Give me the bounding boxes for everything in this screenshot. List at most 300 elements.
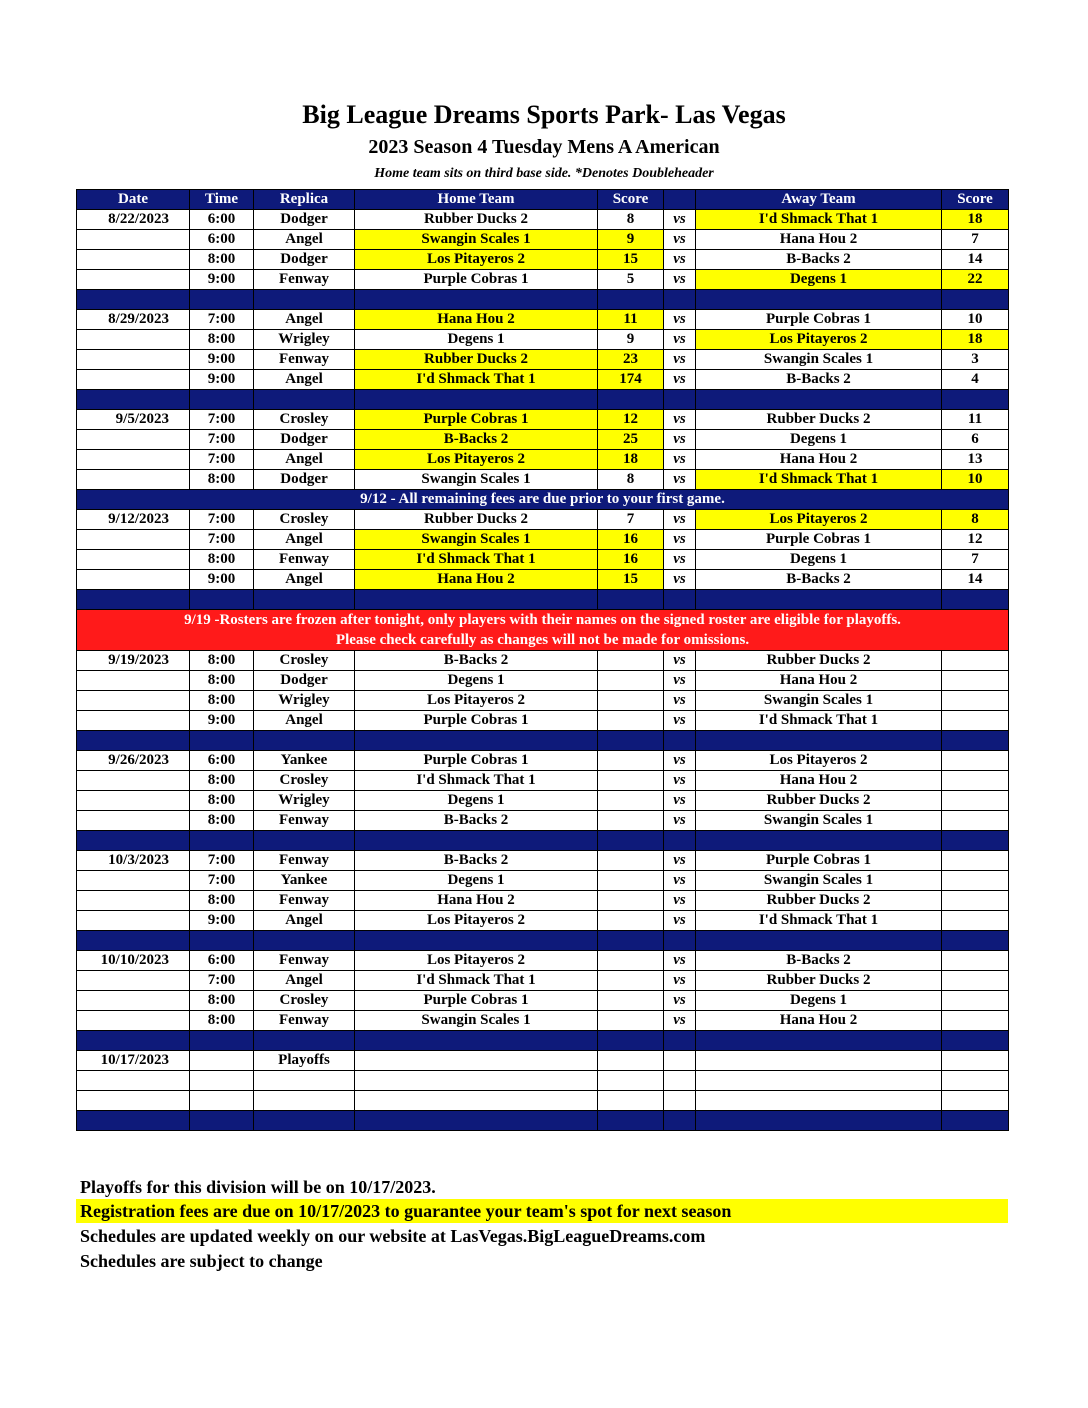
away-score: [942, 791, 1009, 811]
away-score: [942, 851, 1009, 871]
game-row: [77, 971, 1009, 991]
home-score: [598, 691, 664, 711]
game-date: [77, 330, 190, 350]
away-team: Hana Hou 2: [696, 230, 942, 250]
game-time: 8:00: [190, 691, 254, 711]
week-separator-row: [77, 731, 1009, 751]
vs-label: vs: [664, 951, 696, 971]
separator-cell: [77, 1031, 190, 1051]
table-header-row: [77, 190, 1009, 210]
game-row: [77, 751, 1009, 771]
home-team: Hana Hou 2: [355, 891, 598, 911]
col-header-replica: Replica: [254, 190, 355, 210]
game-time: 8:00: [190, 891, 254, 911]
away-team: I'd Shmack That 1: [696, 470, 942, 490]
game-replica: Dodger: [254, 470, 355, 490]
game-replica: Angel: [254, 911, 355, 931]
game-date: [77, 1011, 190, 1031]
separator-cell: [355, 1031, 598, 1051]
home-team: Swangin Scales 1: [355, 530, 598, 550]
game-replica: Angel: [254, 370, 355, 390]
game-row: [77, 911, 1009, 931]
col-header-away-team: Away Team: [696, 190, 942, 210]
game-row: [77, 851, 1009, 871]
away-team: Rubber Ducks 2: [696, 791, 942, 811]
away-team: Rubber Ducks 2: [696, 971, 942, 991]
game-row: [77, 1011, 1009, 1031]
game-time: 8:00: [190, 1011, 254, 1031]
away-score: 3: [942, 350, 1009, 370]
col-header-home-score: Score: [598, 190, 664, 210]
game-replica: Crosley: [254, 410, 355, 430]
vs-label: vs: [664, 250, 696, 270]
away-score: 8: [942, 510, 1009, 530]
away-score: 18: [942, 330, 1009, 350]
game-replica: Dodger: [254, 250, 355, 270]
away-team: Hana Hou 2: [696, 671, 942, 691]
separator-cell: [254, 1111, 355, 1131]
away-team: Los Pitayeros 2: [696, 510, 942, 530]
game-time: 9:00: [190, 911, 254, 931]
fees-notice: 9/12 - All remaining fees are due prior to your first game.: [77, 490, 1009, 510]
game-replica: Angel: [254, 530, 355, 550]
separator-cell: [190, 1031, 254, 1051]
separator-cell: [355, 590, 598, 610]
separator-cell: [355, 931, 598, 951]
game-date: [77, 771, 190, 791]
separator-cell: [942, 731, 1009, 751]
home-score: [598, 891, 664, 911]
vs-label: vs: [664, 771, 696, 791]
home-team: Degens 1: [355, 791, 598, 811]
game-time: 6:00: [190, 951, 254, 971]
game-replica: Dodger: [254, 430, 355, 450]
separator-cell: [355, 831, 598, 851]
game-date: 9/19/2023: [77, 651, 190, 671]
vs-label: vs: [664, 751, 696, 771]
away-team: I'd Shmack That 1: [696, 911, 942, 931]
game-time: 8:00: [190, 811, 254, 831]
home-team: Purple Cobras 1: [355, 711, 598, 731]
away-score: 10: [942, 470, 1009, 490]
game-replica: Fenway: [254, 270, 355, 290]
vs-label: vs: [664, 350, 696, 370]
vs-label: vs: [664, 651, 696, 671]
separator-cell: [598, 1111, 664, 1131]
game-date: [77, 671, 190, 691]
vs-label: vs: [664, 791, 696, 811]
game-date: [77, 550, 190, 570]
home-score: 18: [598, 450, 664, 470]
game-replica: Yankee: [254, 751, 355, 771]
separator-cell: [942, 1111, 1009, 1131]
away-team: Hana Hou 2: [696, 450, 942, 470]
away-score: 13: [942, 450, 1009, 470]
vs-label: [664, 1091, 696, 1111]
home-team: I'd Shmack That 1: [355, 370, 598, 390]
separator-cell: [696, 390, 942, 410]
game-row: [77, 430, 1009, 450]
away-team: Swangin Scales 1: [696, 811, 942, 831]
week-separator-row: [77, 290, 1009, 310]
game-row: [77, 510, 1009, 530]
vs-label: vs: [664, 691, 696, 711]
away-team: Degens 1: [696, 270, 942, 290]
separator-cell: [355, 290, 598, 310]
separator-cell: [942, 1031, 1009, 1051]
home-team: Hana Hou 2: [355, 310, 598, 330]
home-score: 7: [598, 510, 664, 530]
vs-label: [664, 1051, 696, 1071]
game-row: [77, 210, 1009, 230]
game-replica: Fenway: [254, 851, 355, 871]
separator-cell: [77, 731, 190, 751]
game-replica: Crosley: [254, 510, 355, 530]
home-team: Degens 1: [355, 330, 598, 350]
footer-website: Schedules are updated weekly on our website at LasVegas.BigLeagueDreams.com: [80, 1226, 706, 1246]
separator-cell: [696, 1031, 942, 1051]
roster-notice: [77, 610, 1009, 651]
separator-cell: [77, 590, 190, 610]
away-team: I'd Shmack That 1: [696, 711, 942, 731]
away-team: B-Backs 2: [696, 250, 942, 270]
game-date: [77, 1071, 190, 1091]
game-replica: [254, 1071, 355, 1091]
home-team: B-Backs 2: [355, 851, 598, 871]
game-time: 7:00: [190, 450, 254, 470]
away-team: Purple Cobras 1: [696, 530, 942, 550]
separator-cell: [598, 931, 664, 951]
home-team: Swangin Scales 1: [355, 470, 598, 490]
game-time: 9:00: [190, 570, 254, 590]
home-team: [355, 1091, 598, 1111]
game-time: 7:00: [190, 971, 254, 991]
game-row: [77, 1051, 1009, 1071]
game-row: [77, 370, 1009, 390]
home-score: 25: [598, 430, 664, 450]
separator-cell: [77, 931, 190, 951]
game-time: 8:00: [190, 470, 254, 490]
home-team: Purple Cobras 1: [355, 991, 598, 1011]
separator-cell: [190, 731, 254, 751]
away-team: Los Pitayeros 2: [696, 751, 942, 771]
vs-label: vs: [664, 991, 696, 1011]
home-score: [598, 671, 664, 691]
game-time: 8:00: [190, 671, 254, 691]
game-date: 9/5/2023: [77, 410, 190, 430]
separator-cell: [942, 931, 1009, 951]
away-score: [942, 651, 1009, 671]
separator-cell: [942, 290, 1009, 310]
separator-cell: [254, 590, 355, 610]
separator-cell: [696, 831, 942, 851]
game-replica: Crosley: [254, 771, 355, 791]
home-score: [598, 971, 664, 991]
home-score: [598, 711, 664, 731]
game-date: [77, 971, 190, 991]
vs-label: [664, 1071, 696, 1091]
roster-notice-line1: 9/19 -Rosters are frozen after tonight, only players with their names on the signed roster are eligible for playoffs.: [184, 612, 901, 628]
game-row: [77, 771, 1009, 791]
home-team: B-Backs 2: [355, 811, 598, 831]
schedule-table: [76, 189, 1009, 1131]
vs-label: vs: [664, 370, 696, 390]
home-team: Los Pitayeros 2: [355, 951, 598, 971]
game-date: [77, 430, 190, 450]
vs-label: vs: [664, 570, 696, 590]
game-time: 7:00: [190, 310, 254, 330]
away-team: Hana Hou 2: [696, 771, 942, 791]
home-score: 23: [598, 350, 664, 370]
home-score: [598, 1051, 664, 1071]
game-row: [77, 711, 1009, 731]
footer-change: Schedules are subject to change: [80, 1251, 323, 1271]
home-team: I'd Shmack That 1: [355, 771, 598, 791]
separator-cell: [696, 590, 942, 610]
separator-cell: [696, 1111, 942, 1131]
game-time: 8:00: [190, 330, 254, 350]
game-date: [77, 530, 190, 550]
col-header-home-team: Home Team: [355, 190, 598, 210]
vs-label: vs: [664, 210, 696, 230]
home-score: [598, 1071, 664, 1091]
col-header-date: Date: [77, 190, 190, 210]
game-date: [77, 230, 190, 250]
game-time: 7:00: [190, 510, 254, 530]
col-header-vs: [664, 190, 696, 210]
home-score: [598, 911, 664, 931]
separator-cell: [696, 931, 942, 951]
game-row: [77, 410, 1009, 430]
home-score: 8: [598, 470, 664, 490]
home-score: 174: [598, 370, 664, 390]
separator-cell: [598, 1031, 664, 1051]
game-row: [77, 530, 1009, 550]
away-team: [696, 1051, 942, 1071]
home-team: B-Backs 2: [355, 651, 598, 671]
separator-cell: [664, 731, 696, 751]
away-score: [942, 891, 1009, 911]
game-time: 8:00: [190, 791, 254, 811]
home-score: 9: [598, 230, 664, 250]
home-score: [598, 751, 664, 771]
page-note: Home team sits on third base side. *Denotes Doubleheader: [374, 166, 714, 181]
separator-cell: [77, 390, 190, 410]
game-date: [77, 370, 190, 390]
game-date: [77, 791, 190, 811]
home-score: 12: [598, 410, 664, 430]
vs-label: vs: [664, 310, 696, 330]
vs-label: vs: [664, 530, 696, 550]
game-replica: Angel: [254, 310, 355, 330]
separator-cell: [355, 1111, 598, 1131]
home-team: B-Backs 2: [355, 430, 598, 450]
home-score: [598, 651, 664, 671]
game-time: 8:00: [190, 651, 254, 671]
game-row: [77, 891, 1009, 911]
game-time: 8:00: [190, 991, 254, 1011]
home-score: [598, 991, 664, 1011]
away-score: 4: [942, 370, 1009, 390]
game-replica: Wrigley: [254, 330, 355, 350]
game-time: 8:00: [190, 550, 254, 570]
away-score: 22: [942, 270, 1009, 290]
away-score: [942, 1071, 1009, 1091]
away-score: [942, 691, 1009, 711]
game-replica: Fenway: [254, 891, 355, 911]
separator-cell: [355, 390, 598, 410]
away-score: 7: [942, 230, 1009, 250]
separator-cell: [598, 831, 664, 851]
game-replica: Wrigley: [254, 691, 355, 711]
game-date: [77, 691, 190, 711]
away-team: Rubber Ducks 2: [696, 410, 942, 430]
game-replica: Crosley: [254, 991, 355, 1011]
away-score: [942, 971, 1009, 991]
game-date: [77, 470, 190, 490]
away-score: [942, 811, 1009, 831]
separator-cell: [190, 290, 254, 310]
away-score: 12: [942, 530, 1009, 550]
home-score: [598, 1011, 664, 1031]
away-team: Purple Cobras 1: [696, 851, 942, 871]
separator-cell: [664, 390, 696, 410]
game-row: [77, 550, 1009, 570]
separator-cell: [190, 831, 254, 851]
game-replica: [254, 1091, 355, 1111]
separator-cell: [254, 1031, 355, 1051]
separator-cell: [190, 931, 254, 951]
home-score: [598, 871, 664, 891]
game-row: [77, 230, 1009, 250]
separator-cell: [598, 590, 664, 610]
game-date: 10/10/2023: [77, 951, 190, 971]
notice-row: [77, 490, 1009, 510]
vs-label: vs: [664, 891, 696, 911]
away-score: [942, 911, 1009, 931]
home-score: [598, 851, 664, 871]
game-replica: Fenway: [254, 350, 355, 370]
separator-cell: [190, 390, 254, 410]
game-date: [77, 711, 190, 731]
game-date: 9/26/2023: [77, 751, 190, 771]
home-score: 8: [598, 210, 664, 230]
game-row: [77, 811, 1009, 831]
game-replica: Angel: [254, 570, 355, 590]
game-replica: Yankee: [254, 871, 355, 891]
away-team: Swangin Scales 1: [696, 350, 942, 370]
game-time: 9:00: [190, 370, 254, 390]
game-row: [77, 270, 1009, 290]
game-replica: Crosley: [254, 651, 355, 671]
game-replica: Wrigley: [254, 791, 355, 811]
game-date: [77, 350, 190, 370]
game-replica: Angel: [254, 711, 355, 731]
home-team: Los Pitayeros 2: [355, 450, 598, 470]
roster-notice-line2: Please check carefully as changes will not be made for omissions.: [335, 632, 750, 648]
footer-registration: Registration fees are due on 10/17/2023 to guarantee your team's spot for next season: [76, 1199, 1008, 1223]
home-team: Swangin Scales 1: [355, 230, 598, 250]
home-score: 11: [598, 310, 664, 330]
game-time: 7:00: [190, 851, 254, 871]
home-score: [598, 811, 664, 831]
game-date: [77, 991, 190, 1011]
home-score: [598, 791, 664, 811]
home-team: Purple Cobras 1: [355, 410, 598, 430]
separator-cell: [664, 1111, 696, 1131]
game-time: 6:00: [190, 210, 254, 230]
vs-label: vs: [664, 671, 696, 691]
week-separator-row: [77, 831, 1009, 851]
away-team: Degens 1: [696, 430, 942, 450]
away-score: 18: [942, 210, 1009, 230]
game-replica: Dodger: [254, 210, 355, 230]
separator-cell: [942, 831, 1009, 851]
home-team: [355, 1071, 598, 1091]
home-score: [598, 771, 664, 791]
game-date: 10/17/2023: [77, 1051, 190, 1071]
separator-cell: [254, 831, 355, 851]
game-time: 6:00: [190, 230, 254, 250]
week-separator-row: [77, 931, 1009, 951]
game-row: [77, 330, 1009, 350]
separator-cell: [355, 731, 598, 751]
home-team: Los Pitayeros 2: [355, 911, 598, 931]
game-replica: Fenway: [254, 550, 355, 570]
separator-cell: [942, 390, 1009, 410]
away-score: [942, 711, 1009, 731]
week-separator-row: [77, 590, 1009, 610]
game-date: [77, 871, 190, 891]
game-replica: Dodger: [254, 671, 355, 691]
game-replica: Playoffs: [254, 1051, 355, 1071]
home-score: [598, 951, 664, 971]
separator-cell: [77, 831, 190, 851]
game-row: [77, 1091, 1009, 1111]
game-replica: Angel: [254, 971, 355, 991]
home-team: Rubber Ducks 2: [355, 210, 598, 230]
game-row: [77, 691, 1009, 711]
away-score: [942, 771, 1009, 791]
home-team: I'd Shmack That 1: [355, 971, 598, 991]
game-date: [77, 250, 190, 270]
game-row: [77, 310, 1009, 330]
game-row: [77, 951, 1009, 971]
away-team: Rubber Ducks 2: [696, 651, 942, 671]
separator-cell: [664, 590, 696, 610]
game-date: 8/29/2023: [77, 310, 190, 330]
separator-cell: [664, 1031, 696, 1051]
separator-cell: [664, 931, 696, 951]
game-row: [77, 871, 1009, 891]
separator-cell: [254, 731, 355, 751]
away-team: B-Backs 2: [696, 951, 942, 971]
vs-label: vs: [664, 470, 696, 490]
col-header-away-score: Score: [942, 190, 1009, 210]
vs-label: vs: [664, 971, 696, 991]
away-score: 6: [942, 430, 1009, 450]
home-score: 15: [598, 570, 664, 590]
home-score: 9: [598, 330, 664, 350]
vs-label: vs: [664, 811, 696, 831]
game-time: 8:00: [190, 771, 254, 791]
home-team: Swangin Scales 1: [355, 1011, 598, 1031]
separator-cell: [254, 390, 355, 410]
game-date: 10/3/2023: [77, 851, 190, 871]
away-team: B-Backs 2: [696, 570, 942, 590]
away-score: [942, 951, 1009, 971]
game-date: 8/22/2023: [77, 210, 190, 230]
